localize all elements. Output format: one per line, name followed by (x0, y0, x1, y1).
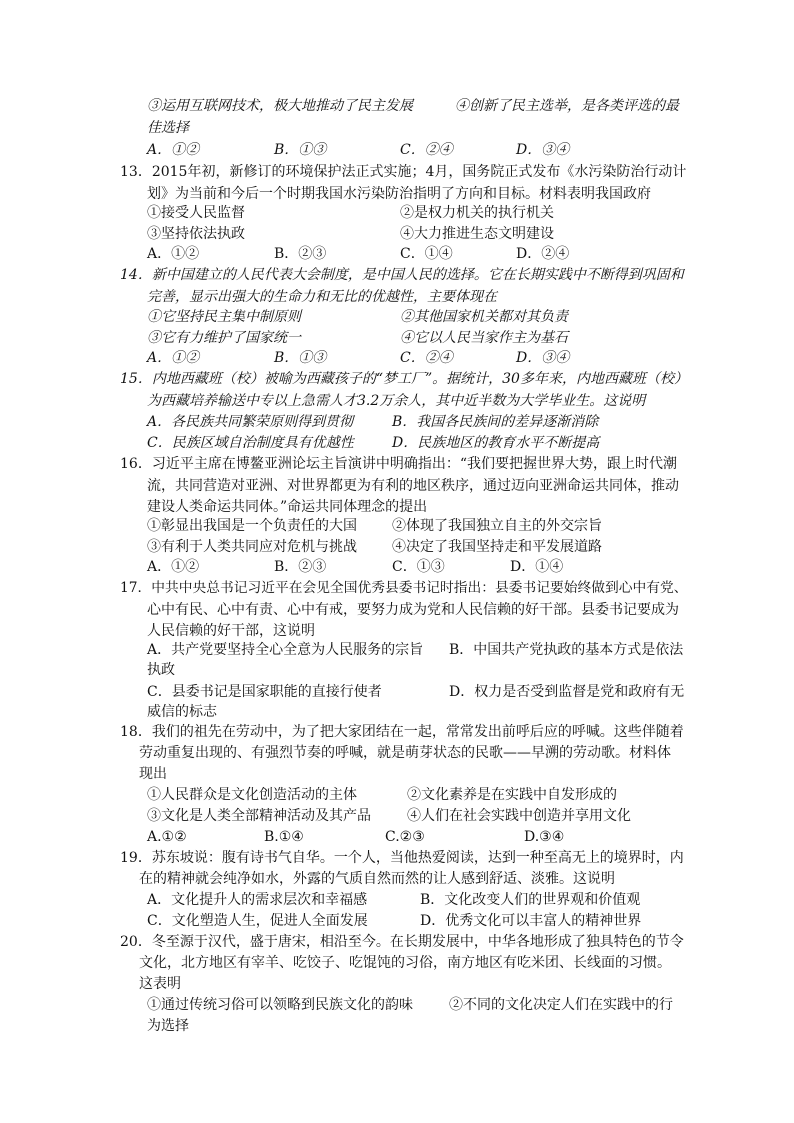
q13-option-2: ②是权力机关的执行机关 (400, 205, 554, 221)
q16-option-1: ①彰显出我国是一个负责任的大国 (147, 518, 357, 534)
q13-answer-c: C．①④ (400, 246, 453, 262)
q17-option-b-cont: 执政 (147, 662, 175, 678)
q18-option-4: ④人们在社会实践中创造并享用文化 (407, 808, 631, 824)
q14-option-3: ③它有力维护了国家统一 (147, 330, 301, 346)
q15-stem-line2: 为西藏培养输送中专以上急需人才3.2万余人，其中近半数为大学毕业生。这说明 (147, 393, 646, 409)
q13-option-3: ③坚持依法执政 (147, 226, 245, 242)
q18-option-3: ③文化是人类全部精神活动及其产品 (147, 808, 371, 824)
q13-option-4: ④大力推进生态文明建设 (400, 226, 554, 242)
q14-stem-line1: 14．新中国建立的人民代表大会制度，是中国人民的选择。它在长期实践中不断得到巩固和 (120, 267, 684, 283)
q14-option-1: ①它坚持民主集中制原则 (147, 309, 301, 325)
q16-stem-line1: 16．习近平主席在博鳌亚洲论坛主旨演讲中明确指出：“我们要把握世界大势，跟上时代潮 (120, 456, 677, 472)
q12-answer-a: A．①② (147, 142, 200, 158)
q15-option-a: A．各民族共同繁荣原则得到贯彻 (147, 414, 354, 430)
q20-stem-line1: 20．冬至源于汉代，盛于唐宋，相沿至今。在长期发展中，中华各地形成了独具特色的节令 (120, 934, 684, 950)
q17-option-b: B．中国共产党执政的基本方式是依法 (449, 642, 684, 658)
q18-answer-c: C.②③ (385, 829, 425, 845)
q18-option-2: ②文化素养是在实践中自发形成的 (407, 787, 617, 803)
q20-option-1: ①通过传统习俗可以领略到民族文化的韵味 (147, 997, 413, 1013)
q18-option-1: ①人民群众是文化创造活动的主体 (147, 787, 357, 803)
q17-stem-line3: 人民信赖的好干部，这说明 (147, 623, 315, 639)
q14-answer-b: B．①③ (274, 350, 327, 366)
q17-option-d-cont: 威信的标志 (147, 704, 217, 720)
q16-answer-c: C．①③ (392, 559, 445, 575)
q16-option-3: ③有利于人类共同应对危机与挑战 (147, 539, 357, 555)
q18-stem-line2: 劳动重复出现的、有强烈节奏的呼喊，就是萌芽状态的民歌——早溯的劳动歌。材料体 (139, 745, 671, 761)
q18-answer-b: B.①④ (264, 829, 304, 845)
q13-stem-line1: 13．2015年初，新修订的环境保护法正式实施；4月，国务院正式发布《水污染防治行动计 (120, 164, 687, 180)
q15-option-d: D．民族地区的教育水平不断提高 (392, 435, 600, 451)
q18-stem-line1: 18．我们的祖先在劳动中，为了把大家团结在一起，常常发出前呼后应的呼喊。这些伴随着 (120, 724, 684, 740)
q17-option-a: A．共产党要坚持全心全意为人民服务的宗旨 (147, 642, 424, 658)
q16-stem-line3: 建设人类命运共同体。”命运共同体理念的提出 (147, 499, 428, 515)
q12-answer-d: D．③④ (516, 142, 570, 158)
q14-answer-d: D．③④ (516, 350, 570, 366)
q17-option-d: D．权力是否受到监督是党和政府有无 (449, 684, 685, 700)
q13-option-1: ①接受人民监督 (147, 205, 245, 221)
q14-stem-line2: 完善，显示出强大的生命力和无比的优越性，主要体现在 (147, 289, 497, 305)
q14-answer-c: C．②④ (400, 350, 453, 366)
q19-stem-line1: 19．苏东坡说：腹有诗书气自华。一个人，当他热爱阅读，达到一种至高无上的境界时，内 (120, 850, 684, 866)
q16-stem-line2: 流，共同营造对亚洲、对世界都更为有利的地区秩序，通过迈向亚洲命运共同体，推动 (147, 478, 679, 494)
q19-option-c: C．文化塑造人生，促进人全面发展 (147, 913, 368, 929)
q19-option-b: B．文化改变人们的世界观和价值观 (420, 892, 641, 908)
q15-option-b: B．我国各民族间的差异逐渐消除 (392, 414, 599, 430)
q14-option-4: ④它以人民当家作主为基石 (400, 330, 568, 346)
q15-option-c: C．民族区域自治制度具有优越性 (147, 435, 354, 451)
q13-answer-b: B．②③ (274, 246, 327, 262)
q17-option-c: C．县委书记是国家职能的直接行使者 (147, 684, 382, 700)
q19-option-d: D．优秀文化可以丰富人的精神世界 (420, 913, 642, 929)
q12-answer-b: B．①③ (274, 142, 327, 158)
q16-answer-a: A．①② (147, 559, 200, 575)
q19-stem-line2: 在的精神就会纯净如水，外露的气质自然而然的让人感到舒适、淡雅。这说明 (139, 871, 615, 887)
q16-option-2: ②体现了我国独立自主的外交宗旨 (392, 518, 602, 534)
q20-stem-line3: 这表明 (139, 976, 181, 992)
q17-stem-line1: 17．中共中央总书记习近平在会见全国优秀县委书记时指出：县委书记要始终做到心中有党、 (120, 580, 688, 596)
q18-stem-line3: 现出 (139, 766, 167, 782)
q20-option-2: ②不同的文化决定人们在实践中的行 (449, 997, 673, 1013)
q13-answer-d: D．②④ (516, 246, 570, 262)
q16-answer-b: B．②③ (274, 559, 327, 575)
q14-option-2: ②其他国家机关都对其负责 (400, 309, 568, 325)
q16-answer-d: D．①④ (510, 559, 564, 575)
q14-answer-a: A．①② (147, 350, 200, 366)
q12-answer-c: C．②④ (400, 142, 453, 158)
q16-option-4: ④决定了我国坚持走和平发展道路 (392, 539, 602, 555)
q12-option-4-cont: 佳选择 (147, 120, 189, 136)
q13-answer-a: A．①② (147, 246, 200, 262)
q18-answer-a: A.①② (147, 829, 187, 845)
q15-stem-line1: 15．内地西藏班（校）被喻为西藏孩子的“梦工厂”。据统计，30多年来，内地西藏班（校） (120, 371, 688, 387)
q19-option-a: A．文化提升人的需求层次和幸福感 (147, 892, 368, 908)
q13-stem-line2: 划》为当前和今后一个时期我国水污染防治指明了方向和目标。材料表明我国政府 (147, 186, 651, 202)
q17-stem-line2: 心中有民、心中有责、心中有戒，要努力成为党和人民信赖的好干部。县委书记要成为 (147, 602, 679, 618)
q12-option-3-4: ③运用互联网技术，极大地推动了民主发展 ④创新了民主选举，是各类评选的最 (147, 98, 679, 114)
q20-option-2-cont: 为选择 (147, 1018, 189, 1034)
q20-stem-line2: 文化，北方地区有宰羊、吃饺子、吃馄饨的习俗，南方地区有吃米团、长线面的习惯。 (139, 955, 671, 971)
q18-answer-d: D.③④ (524, 829, 565, 845)
